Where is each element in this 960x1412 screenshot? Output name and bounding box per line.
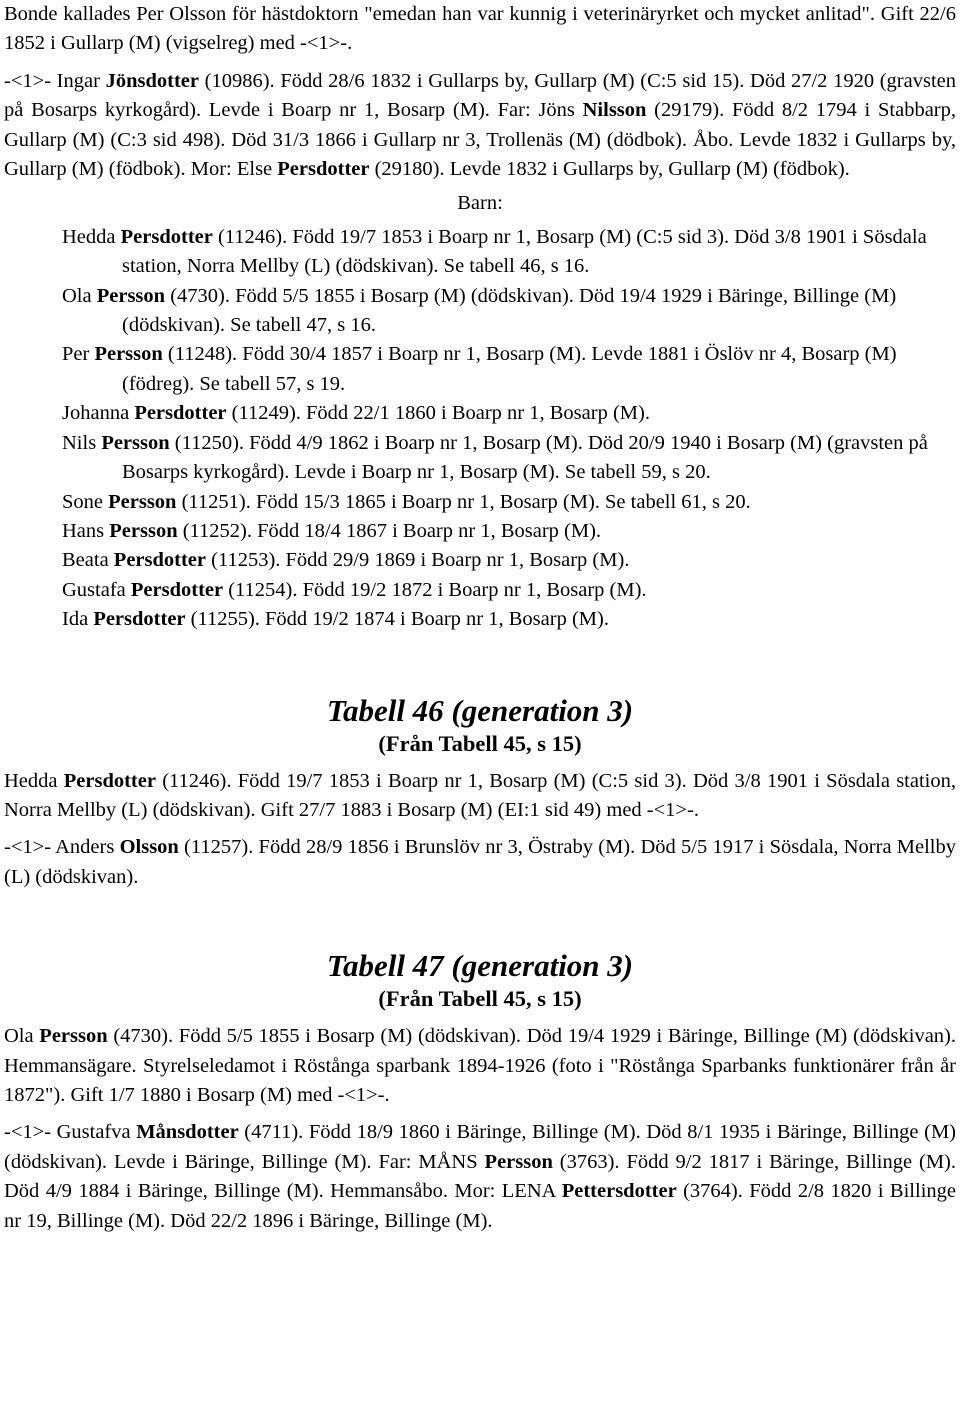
spouse-prefix: -<1>- Ingar (4, 69, 106, 92)
child-first-name: Johanna (62, 402, 135, 425)
child-surname: Persdotter (93, 608, 186, 631)
mother-surname: Pettersdotter (561, 1180, 677, 1203)
child-surname: Persson (108, 490, 177, 513)
list-item (62, 223, 956, 282)
child-details: (11251). Född 15/3 1865 i Boarp nr 1, Bosarp (M). Se tabell 61, s 20. (176, 490, 751, 513)
child-first-name: Nils (62, 431, 102, 454)
table-46-spouse (4, 833, 956, 892)
father-details: (3763). Född 9/2 1817 i Bäringe, Billinge (M). Död 4/9 1884 i Bäringe, Billinge (M). Hemmansåbo. Mor: LENA (4, 1150, 957, 1203)
child-details: (11254). Född 19/2 1872 i Boarp nr 1, Bosarp (M). (223, 578, 647, 601)
spouse-details: (11257). Född 28/9 1856 i Brunslöv nr 3, Östraby (M). Död 5/5 1917 i Sösdala, Norra Mellby (L) (dödskivan). (4, 836, 956, 888)
father-details: (29179). Född 8/2 1794 i Stabbarp, Gullarp (M) (C:3 sid 498). Död 31/3 1866 i Gullarp nr 3, Trollenäs (M) (dödbok). Åbo. Levde 1832 i Gullarps by, Gullarp (M) (födbok). Mor: Else (4, 99, 956, 181)
section-spacer (4, 635, 956, 693)
list-item (62, 576, 956, 605)
spouse-prefix: -<1>- Gustafva (4, 1121, 137, 1144)
table-47-section (4, 948, 956, 1236)
child-surname: Persdotter (120, 225, 213, 248)
child-first-name: Hans (62, 519, 110, 542)
list-item (62, 605, 956, 634)
table-47-title: Tabell 47 (generation 3) (326, 948, 634, 984)
list-item (62, 399, 956, 428)
spouse-details: (10986). Född 28/6 1832 i Gullarps by, Gullarp (M) (C:5 sid 15). Död 27/2 1920 (gravsten på Bosarps kyrkogård). Levde i Boarp nr 1, Bosarp (M). Far: Jöns (4, 69, 957, 122)
child-first-name: Gustafa (62, 578, 131, 601)
person-first-name: Hedda (4, 769, 64, 792)
child-details: (11249). Född 22/1 1860 i Boarp nr 1, Bosarp (M). (226, 402, 650, 425)
child-first-name: Beata (62, 549, 114, 572)
intro-text: Bonde kallades Per Olsson för hästdoktorn "emedan han var kunnig i veterinäryrket och mycket anlitad". Gift 22/6 1852 i Gullarp (M) (vigselreg) med -<1>-. (4, 3, 956, 55)
child-first-name: Ida (62, 608, 94, 631)
list-item (62, 282, 956, 341)
table-47-subtitle: (Från Tabell 45, s 15) (378, 986, 582, 1012)
intro-paragraph (4, 0, 956, 59)
child-surname: Persson (96, 284, 166, 307)
child-surname: Persdotter (113, 549, 206, 572)
mother-details: (3764). Född 2/8 1820 i Billinge nr 19, Billinge (M). Död 22/2 1896 i Bäringe, Billinge (M). (4, 1180, 956, 1232)
child-first-name: Hedda (62, 225, 121, 248)
child-surname: Persson (109, 519, 178, 542)
child-surname: Persson (94, 343, 163, 366)
section-spacer (4, 892, 956, 948)
mother-details: (29180). Levde 1832 i Gullarps by, Gullarp (M) (födbok). (369, 158, 850, 181)
child-first-name: Per (62, 343, 95, 366)
document-page (4, 0, 956, 1236)
list-item (62, 546, 956, 575)
child-surname: Persdotter (134, 402, 227, 425)
child-surname: Persdotter (130, 578, 224, 601)
list-item (62, 488, 956, 517)
person-surname: Persdotter (63, 769, 156, 792)
spouse-surname: Månsdotter (136, 1121, 239, 1144)
child-details: (4730). Född 5/5 1855 i Bosarp (M) (dödskivan). Död 19/4 1929 i Bäringe, Billinge (M) (dödskivan). Se tabell 47, s 16. (122, 284, 897, 337)
table-47-person (4, 1022, 956, 1110)
list-item (62, 517, 956, 546)
table-46-subtitle: (Från Tabell 45, s 15) (378, 730, 582, 756)
list-item (62, 429, 956, 488)
spouse-prefix: -<1>- Anders (4, 836, 120, 859)
person-first-name: Ola (4, 1025, 40, 1048)
person-details: (4730). Född 5/5 1855 i Bosarp (M) (dödskivan). Död 19/4 1929 i Bäringe, Billinge (M) (dödskivan). Hemmansägare. Styrelseledamot i Röstånga sparbank 1894-1926 (foto i "Röstånga Sparbanks funktionärer från år 1872"). Gift 1/7 1880 i Bosarp (M) med -<1>-. (4, 1025, 956, 1106)
child-details: (11250). Född 4/9 1862 i Boarp nr 1, Bosarp (M). Död 20/9 1940 i Bosarp (M) (gravsten på Bosarps kyrkogård). Levde i Boarp nr 1, Bosarp (M). Se tabell 59, s 20. (122, 431, 928, 484)
child-first-name: Ola (62, 284, 97, 307)
table-46-section (4, 693, 956, 893)
spouse-paragraph (4, 67, 956, 185)
table-46-title: Tabell 46 (generation 3) (326, 692, 634, 728)
child-details: (11248). Född 30/4 1857 i Boarp nr 1, Bosarp (M). Levde 1881 i Öslöv nr 4, Bosarp (M) (födreg). Se tabell 57, s 19. (122, 343, 897, 395)
mother-surname: Persdotter (277, 158, 370, 181)
list-item (62, 340, 956, 399)
person-surname: Persson (39, 1025, 108, 1048)
child-details: (11246). Född 19/7 1853 i Boarp nr 1, Bosarp (M) (C:5 sid 3). Död 3/8 1901 i Sösdala station, Norra Mellby (L) (dödskivan). Se tabell 46, s 16. (122, 225, 927, 278)
father-surname: Nilsson (582, 99, 647, 122)
table-47-spouse (4, 1118, 956, 1236)
child-details: (11253). Född 29/9 1869 i Boarp nr 1, Bosarp (M). (206, 549, 630, 572)
spouse-surname: Olsson (119, 836, 179, 859)
child-surname: Persson (101, 431, 170, 454)
child-details: (11252). Född 18/4 1867 i Boarp nr 1, Bosarp (M). (177, 519, 602, 542)
child-details: (11255). Född 19/2 1874 i Boarp nr 1, Bosarp (M). (185, 608, 609, 631)
person-details: (11246). Född 19/7 1853 i Boarp nr 1, Bosarp (M) (C:5 sid 3). Död 3/8 1901 i Sösdala station, Norra Mellby (L) (dödskivan). Gift 27/7 1883 i Bosarp (M) (EI:1 sid 49) med -<1>-. (4, 769, 956, 821)
spouse-surname: Jönsdotter (105, 69, 199, 92)
children-list (4, 223, 956, 635)
table-46-person (4, 767, 956, 826)
children-heading: Barn: (457, 192, 503, 215)
spouse-details: (4711). Född 18/9 1860 i Bäringe, Billinge (M). Död 8/1 1935 i Bäringe, Billinge (M) (dödskivan). Levde i Bäringe, Billinge (M). Far: MÅNS (4, 1121, 956, 1173)
father-surname: Persson (484, 1150, 553, 1173)
child-first-name: Sone (62, 490, 109, 513)
